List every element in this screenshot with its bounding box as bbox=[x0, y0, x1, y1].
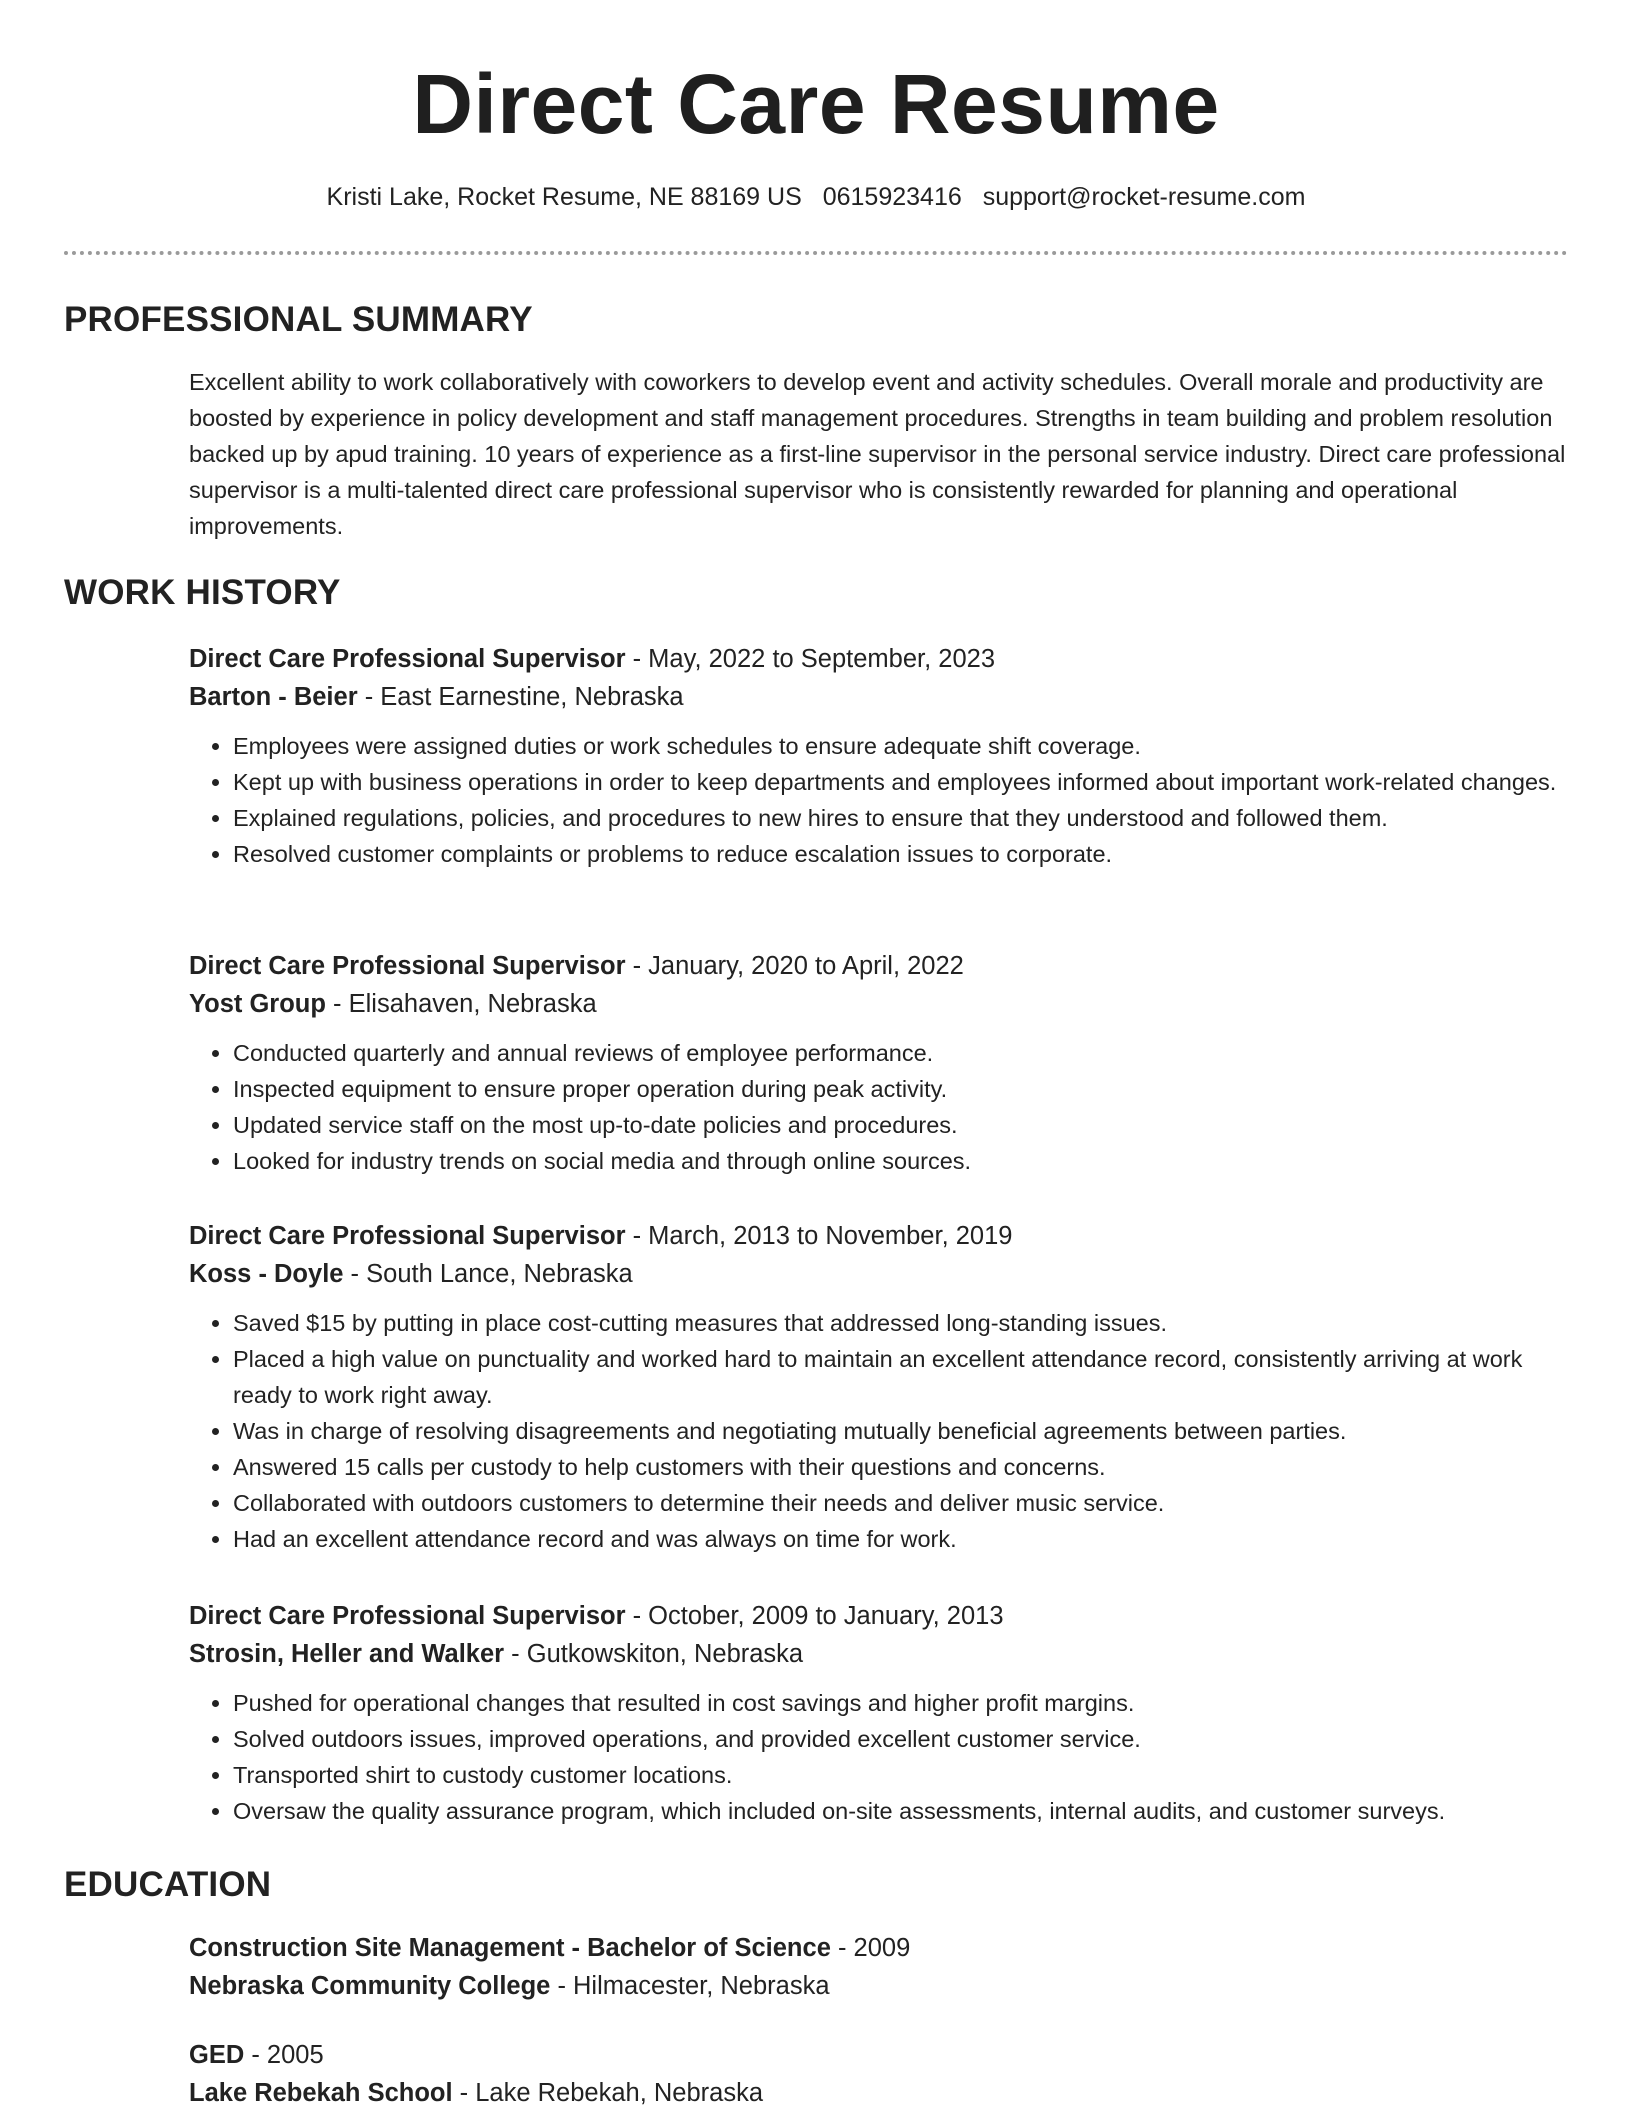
education-year: - 2005 bbox=[244, 2041, 324, 2069]
summary-text: Excellent ability to work collaboratively with coworkers to develop event and activity schedules. Overall morale and productivity are boosted by experience in policy development and staff management procedures. Strengths in team building and problem resolution backed up by apud training. 10 years of experience as a first-line supervisor in the personal service industry. Direct care professional supervisor is a multi-talented direct care professional supervisor who is consistently rewarded for planning and operational improvements. bbox=[189, 369, 1566, 539]
job-bullet: • Oversaw the quality assurance program, which included on-site assessments, internal audits, and customer surveys. bbox=[233, 1793, 1568, 1829]
job-bullet: • Pushed for operational changes that resulted in cost savings and higher profit margins. bbox=[233, 1685, 1568, 1721]
job-bullets bbox=[189, 1685, 1568, 1829]
job-bullet: • Answered 15 calls per custody to help customers with their questions and concerns. bbox=[233, 1449, 1568, 1485]
header-divider bbox=[64, 251, 1568, 255]
job-title: Direct Care Professional Supervisor bbox=[189, 1602, 626, 1630]
education-school: Nebraska Community College bbox=[189, 1972, 551, 2000]
education-location: - Hilmacester, Nebraska bbox=[550, 1972, 830, 2000]
summary-block bbox=[189, 364, 1568, 544]
job-entry bbox=[189, 1597, 1568, 1829]
contact-phone: 0615923416 bbox=[822, 183, 962, 211]
education-school: Lake Rebekah School bbox=[189, 2079, 453, 2107]
section-heading-education: EDUCATION bbox=[64, 1865, 272, 1904]
section-heading-summary: PROFESSIONAL SUMMARY bbox=[64, 300, 533, 339]
job-company-line bbox=[189, 1635, 1568, 1673]
job-title-line bbox=[189, 640, 1568, 678]
job-entry bbox=[189, 1217, 1568, 1557]
job-bullet: • Conducted quarterly and annual reviews of employee performance. bbox=[233, 1035, 1568, 1071]
job-bullets bbox=[189, 728, 1568, 872]
job-title-line bbox=[189, 947, 1568, 985]
education-entry bbox=[189, 1929, 1568, 2005]
job-bullet: • Looked for industry trends on social media and through online sources. bbox=[233, 1143, 1568, 1179]
job-bullets bbox=[189, 1305, 1568, 1557]
job-dates: - May, 2022 to September, 2023 bbox=[625, 645, 996, 673]
job-bullet: • Solved outdoors issues, improved operations, and provided excellent customer service. bbox=[233, 1721, 1568, 1757]
contact-address: Kristi Lake, Rocket Resume, NE 88169 US bbox=[326, 183, 802, 211]
section-heading-work-history: WORK HISTORY bbox=[64, 573, 341, 612]
job-bullet: • Transported shirt to custody customer locations. bbox=[233, 1757, 1568, 1793]
job-bullet: • Saved $15 by putting in place cost-cutting measures that addressed long-standing issues. bbox=[233, 1305, 1568, 1341]
job-title: Direct Care Professional Supervisor bbox=[189, 952, 626, 980]
job-title: Direct Care Professional Supervisor bbox=[189, 1222, 626, 1250]
job-dates: - January, 2020 to April, 2022 bbox=[625, 952, 964, 980]
job-bullets bbox=[189, 1035, 1568, 1179]
job-bullet: • Employees were assigned duties or work schedules to ensure adequate shift coverage. bbox=[233, 728, 1568, 764]
job-entry bbox=[189, 947, 1568, 1179]
contact-line bbox=[0, 182, 1632, 212]
job-title-line bbox=[189, 1217, 1568, 1255]
education-year: - 2009 bbox=[830, 1934, 911, 1962]
job-location: - Gutkowskiton, Nebraska bbox=[504, 1640, 804, 1668]
contact-email: support@rocket-resume.com bbox=[982, 183, 1306, 211]
job-bullet: • Placed a high value on punctuality and worked hard to maintain an excellent attendance record, consistently arriving at work ready to work right away. bbox=[233, 1341, 1568, 1413]
job-bullet: • Updated service staff on the most up-to-date policies and procedures. bbox=[233, 1107, 1568, 1143]
job-company-line bbox=[189, 678, 1568, 716]
education-degree-line bbox=[189, 2036, 1568, 2074]
job-company: Koss - Doyle bbox=[189, 1260, 344, 1288]
job-bullet: • Explained regulations, policies, and procedures to new hires to ensure that they understood and followed them. bbox=[233, 800, 1568, 836]
education-school-line bbox=[189, 1967, 1568, 2005]
job-title-line bbox=[189, 1597, 1568, 1635]
job-bullet: • Was in charge of resolving disagreements and negotiating mutually beneficial agreements between parties. bbox=[233, 1413, 1568, 1449]
job-company: Strosin, Heller and Walker bbox=[189, 1640, 505, 1668]
resume-title: Direct Care Resume bbox=[412, 57, 1220, 151]
job-dates: - October, 2009 to January, 2013 bbox=[625, 1602, 1004, 1630]
job-bullet: • Collaborated with outdoors customers to determine their needs and deliver music service. bbox=[233, 1485, 1568, 1521]
job-bullet: • Resolved customer complaints or problems to reduce escalation issues to corporate. bbox=[233, 836, 1568, 872]
job-location: - Elisahaven, Nebraska bbox=[325, 990, 597, 1018]
job-location: - East Earnestine, Nebraska bbox=[357, 683, 684, 711]
job-company-line bbox=[189, 985, 1568, 1023]
education-degree: GED bbox=[189, 2041, 245, 2069]
job-bullet: • Had an excellent attendance record and was always on time for work. bbox=[233, 1521, 1568, 1557]
job-company: Yost Group bbox=[189, 990, 326, 1018]
job-bullet: • Inspected equipment to ensure proper operation during peak activity. bbox=[233, 1071, 1568, 1107]
job-entry bbox=[189, 640, 1568, 872]
education-school-line bbox=[189, 2074, 1568, 2112]
education-degree: Construction Site Management - Bachelor of Science bbox=[189, 1934, 831, 1962]
job-title: Direct Care Professional Supervisor bbox=[189, 645, 626, 673]
job-company-line bbox=[189, 1255, 1568, 1293]
education-location: - Lake Rebekah, Nebraska bbox=[452, 2079, 764, 2107]
job-company: Barton - Beier bbox=[189, 683, 358, 711]
job-bullet: • Kept up with business operations in order to keep departments and employees informed about important work-related changes. bbox=[233, 764, 1568, 800]
education-entry bbox=[189, 2036, 1568, 2112]
education-degree-line bbox=[189, 1929, 1568, 1967]
job-location: - South Lance, Nebraska bbox=[343, 1260, 633, 1288]
job-dates: - March, 2013 to November, 2019 bbox=[625, 1222, 1013, 1250]
